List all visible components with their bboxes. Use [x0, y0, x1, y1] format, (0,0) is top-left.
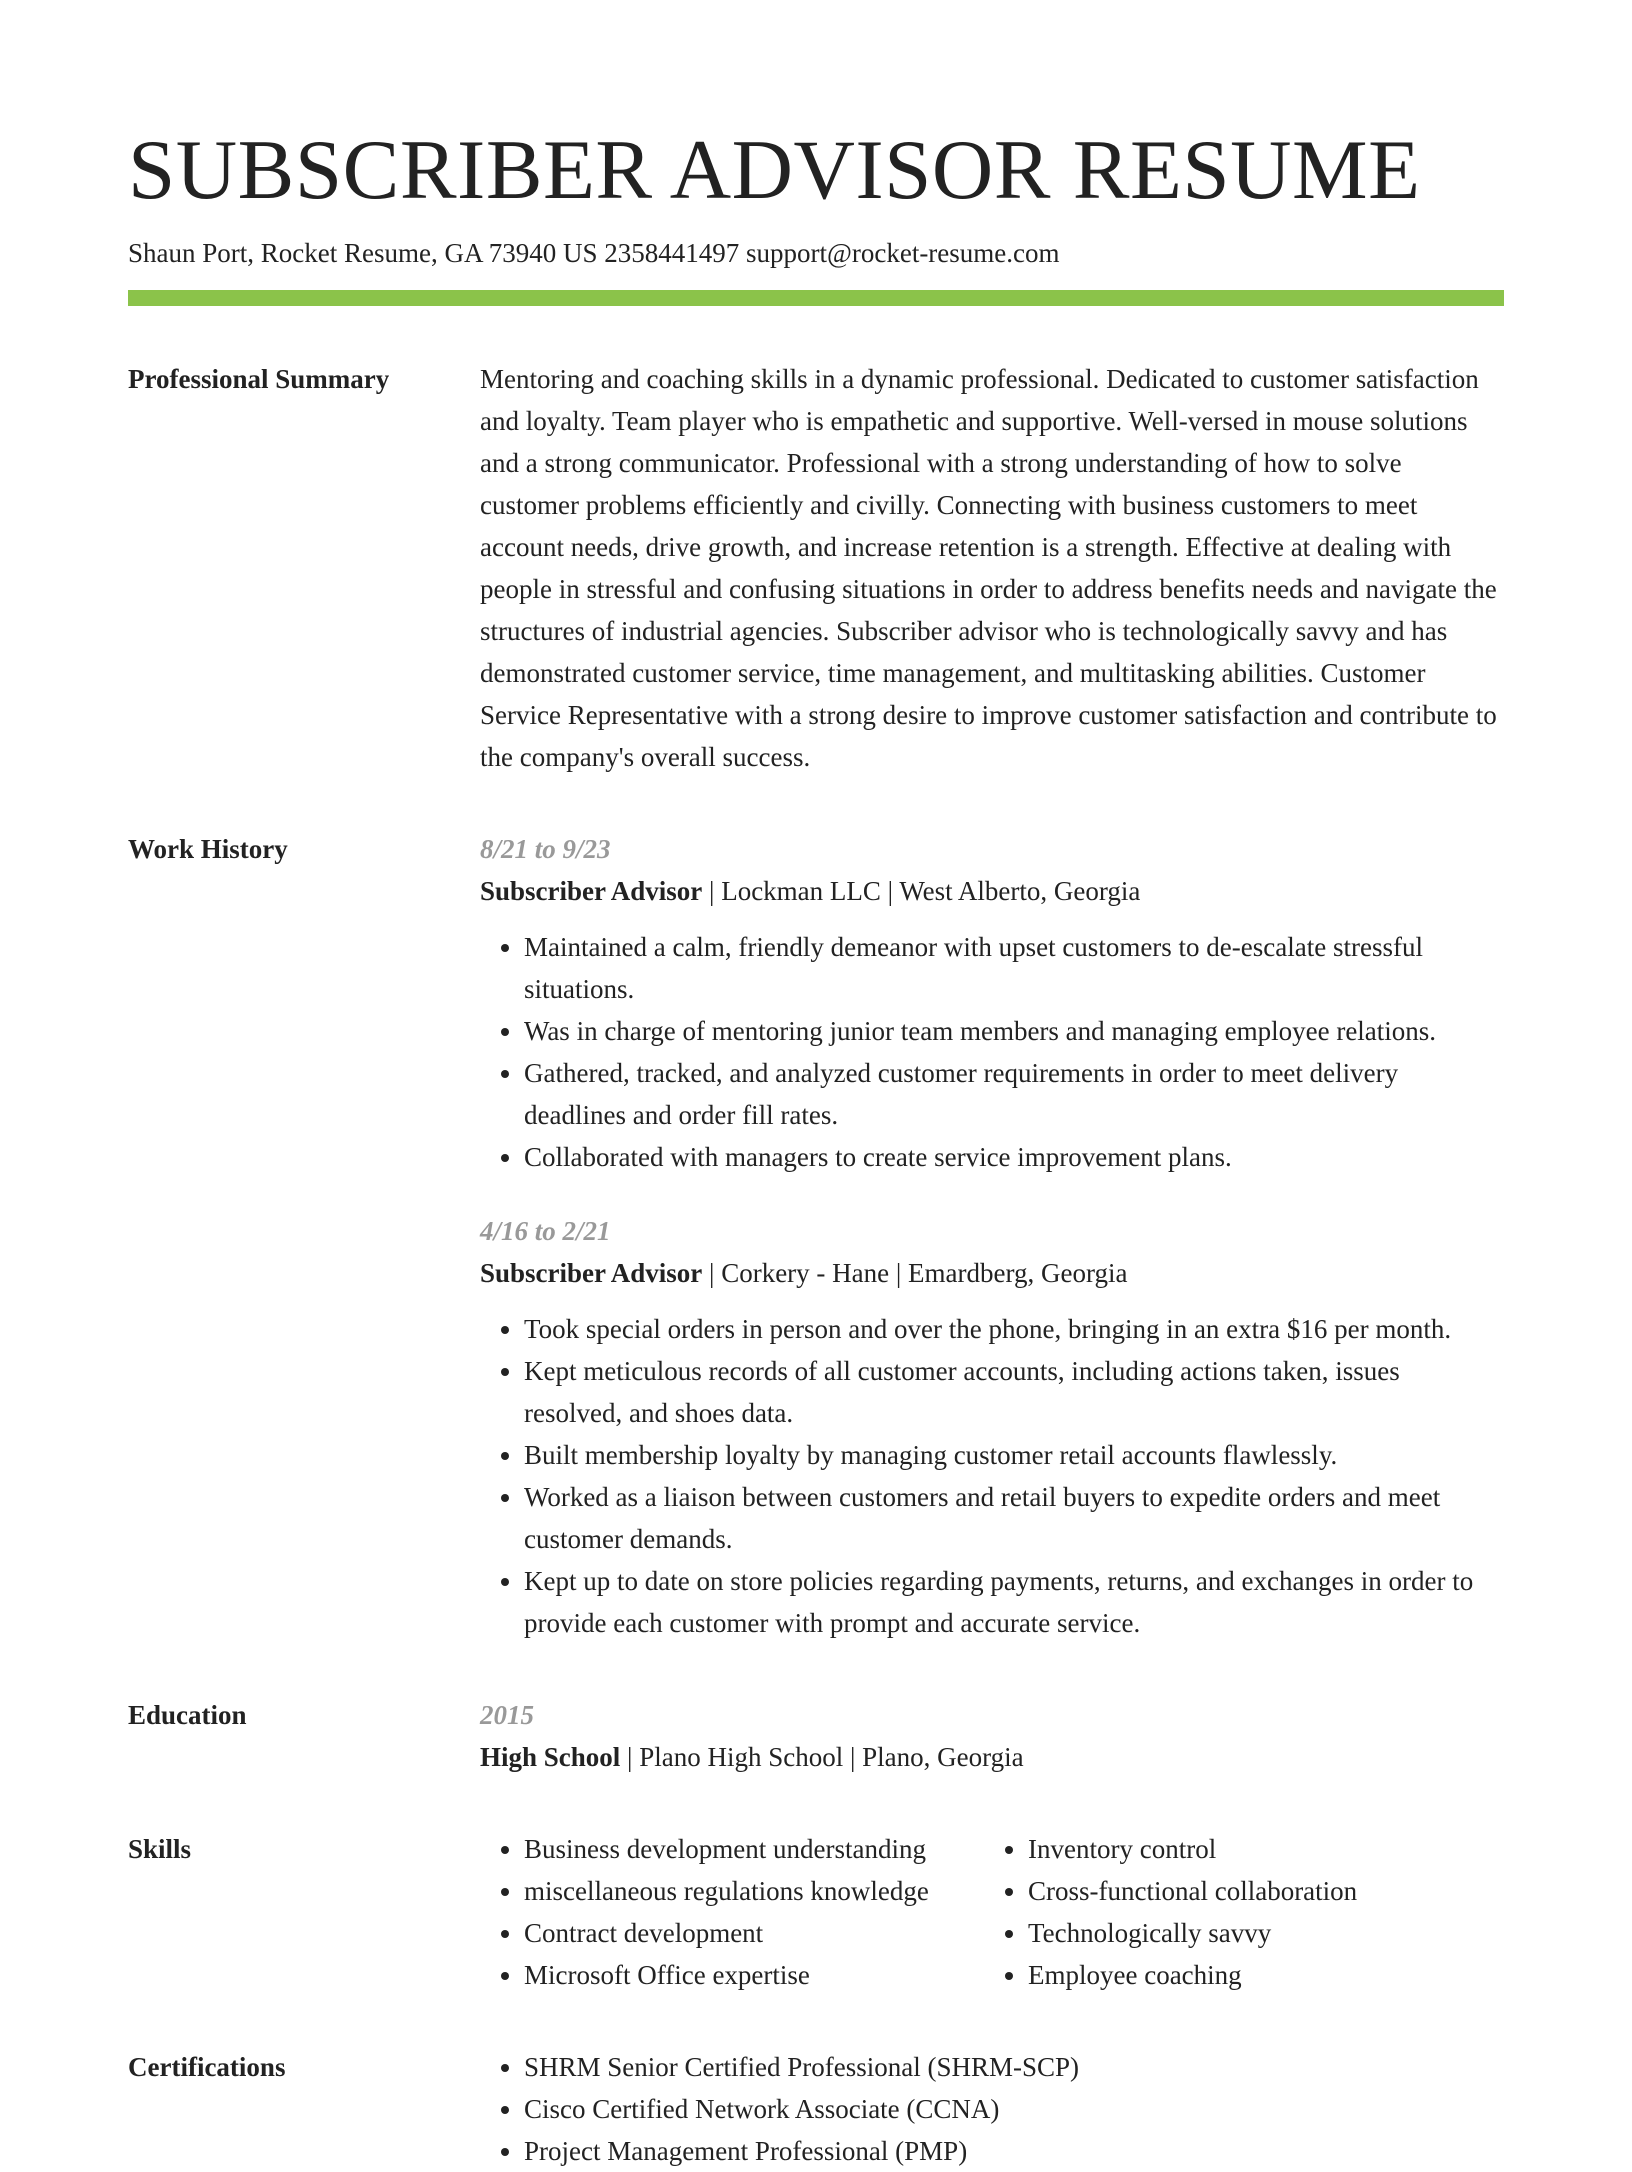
job-title: Subscriber Advisor — [480, 1258, 703, 1288]
certification-item: • Project Management Professional (PMP) — [524, 2130, 1504, 2172]
education-section — [128, 1694, 1504, 1778]
list-item: • Kept meticulous records of all customer accounts, including actions taken, issues resolved, and shoes data. — [524, 1350, 1504, 1434]
job-title: Subscriber Advisor — [480, 876, 703, 906]
certification-item: • SHRM Senior Certified Professional (SHRM-SCP) — [524, 2046, 1504, 2088]
list-item: • Collaborated with managers to create service improvement plans. — [524, 1136, 1504, 1178]
list-item: • Built membership loyalty by managing customer retail accounts flawlessly. — [524, 1434, 1504, 1476]
section-label: Certifications — [128, 2052, 286, 2082]
list-item: • Worked as a liaison between customers and retail buyers to expedite orders and meet customer demands. — [524, 1476, 1504, 1560]
skills-column — [480, 1828, 984, 1996]
summary-section — [128, 358, 1504, 778]
resume-page — [128, 0, 1504, 2172]
certifications-list — [480, 2046, 1504, 2172]
header-divider — [128, 290, 1504, 306]
skills-column — [984, 1828, 1357, 1996]
list-item: • Maintained a calm, friendly demeanor with upset customers to de-escalate stressful situations. — [524, 926, 1504, 1010]
skill-item: • Cross-functional collaboration — [1028, 1870, 1357, 1912]
skill-item: • Business development understanding — [524, 1828, 984, 1870]
skill-item: • Contract development — [524, 1912, 984, 1954]
section-label: Education — [128, 1700, 247, 1730]
skills-section — [128, 1828, 1504, 1996]
skill-item: • Employee coaching — [1028, 1954, 1357, 1996]
education-date: 2015 — [480, 1700, 534, 1730]
skill-item: • Technologically savvy — [1028, 1912, 1357, 1954]
certification-item: • Cisco Certified Network Associate (CCNA) — [524, 2088, 1504, 2130]
certifications-section — [128, 2046, 1504, 2172]
job-entry — [480, 828, 1504, 1178]
job-details: | Corkery - Hane | Emardberg, Georgia — [702, 1258, 1128, 1288]
section-label: Professional Summary — [128, 364, 390, 394]
job-entry — [480, 1210, 1504, 1644]
section-label: Work History — [128, 834, 288, 864]
skill-item: • miscellaneous regulations knowledge — [524, 1870, 984, 1912]
contact-line: Shaun Port, Rocket Resume, GA 73940 US 2358441497 support@rocket-resume.com — [128, 238, 1060, 268]
job-bullets — [480, 1308, 1504, 1644]
job-date: 8/21 to 9/23 — [480, 834, 611, 864]
job-date: 4/16 to 2/21 — [480, 1216, 611, 1246]
list-item: • Took special orders in person and over the phone, bringing in an extra $16 per month. — [524, 1308, 1504, 1350]
work-history-section — [128, 828, 1504, 1644]
list-item: • Kept up to date on store policies regarding payments, returns, and exchanges in order to provide each customer with prompt and accurate service. — [524, 1560, 1504, 1644]
job-role-line — [480, 870, 1504, 912]
skill-item: • Inventory control — [1028, 1828, 1357, 1870]
job-details: | Lockman LLC | West Alberto, Georgia — [702, 876, 1141, 906]
list-item: • Was in charge of mentoring junior team members and managing employee relations. — [524, 1010, 1504, 1052]
job-bullets — [480, 926, 1504, 1178]
skill-item: • Microsoft Office expertise — [524, 1954, 984, 1996]
job-role-line — [480, 1252, 1504, 1294]
list-item: • Gathered, tracked, and analyzed customer requirements in order to meet delivery deadlines and order fill rates. — [524, 1052, 1504, 1136]
education-details: | Plano High School | Plano, Georgia — [620, 1742, 1024, 1772]
education-degree: High School — [480, 1742, 621, 1772]
summary-text: Mentoring and coaching skills in a dynamic professional. Dedicated to customer satisfaction and loyalty. Team player who is empathetic and supportive. Well-versed in mouse solutions and a strong communicator. Professional with a strong understanding of how to solve customer problems efficiently and civilly. Connecting with business customers to meet account needs, drive growth, and increase retention is a strength. Effective at dealing with people in stressful and confusing situations in order to address benefits needs and navigate the structures of industrial agencies. Subscriber advisor who is technologically savvy and has demonstrated customer service, time management, and multitasking abilities. Customer Service Representative with a strong desire to improve customer satisfaction and contribute to the company's overall success. — [480, 364, 1497, 772]
section-label: Skills — [128, 1834, 192, 1864]
education-line — [480, 1736, 1504, 1778]
resume-title: SUBSCRIBER ADVISOR RESUME — [128, 123, 1421, 217]
skills-grid — [480, 1828, 1504, 1996]
